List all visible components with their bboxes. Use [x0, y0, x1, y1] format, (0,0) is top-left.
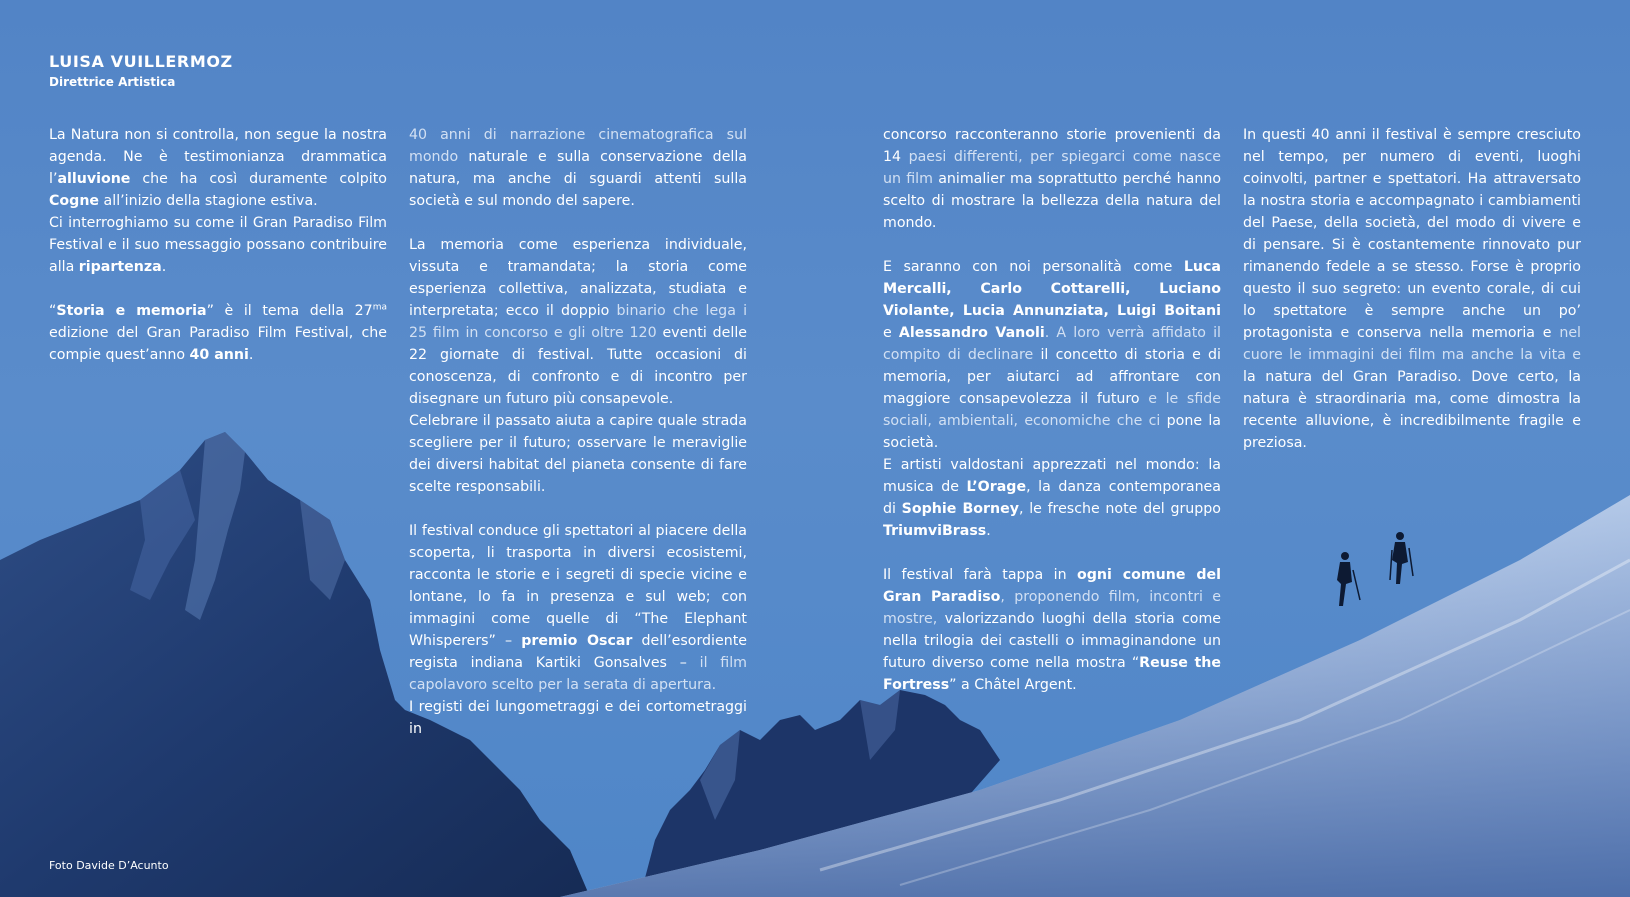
text-run: dell’esordiente regista indiana Kartiki Gonsalves – — [409, 633, 748, 671]
text-column-2 — [409, 124, 747, 740]
skier-silhouettes — [1337, 532, 1413, 606]
paragraph — [883, 124, 1221, 234]
text-column-4 — [1243, 124, 1581, 454]
text-run: il film capolavoro scelto per la serata di apertura. — [409, 655, 748, 693]
paragraph — [409, 520, 747, 696]
text-run: Il festival farà tappa in — [883, 567, 1078, 583]
paragraph — [883, 564, 1221, 696]
text-run: . A loro verrà affidato il compito di declinare — [883, 325, 1222, 363]
text-run: ma — [372, 302, 387, 313]
text-run: all’inizio della stagione estiva. — [99, 193, 318, 209]
text-column-3 — [883, 124, 1221, 696]
text-run: La memoria come esperienza individuale, vissuta e tramandata; la storia come esperienza collettiva, analizzata, studiata e interpretata; ecco il doppio — [409, 237, 747, 319]
text-run: , proponendo film, incontri e mostre, — [883, 589, 1221, 627]
text-run: , le fresche note del gruppo — [1019, 501, 1221, 517]
bold-text: Cogne — [49, 193, 100, 209]
text-run: I registi dei lungometraggi e dei cortometraggi in — [409, 699, 747, 737]
text-run: . — [161, 259, 167, 275]
text-run: 40 anni di narrazione cinematografica sul mondo — [409, 127, 747, 165]
bold-text: alluvione — [57, 171, 131, 187]
bold-text: ogni comune del Gran Paradiso — [883, 567, 1221, 605]
text-run: e le sfide sociali, ambientali, economiche che ci — [883, 391, 1221, 429]
bold-text: 40 anni — [189, 347, 249, 363]
text-run: nel cuore le immagini dei film ma anche la vita e — [1243, 325, 1581, 363]
text-run: “ — [49, 303, 57, 319]
text-run: Il festival conduce gli spettatori al piacere della scoperta, li trasporta in diversi ecosistemi, racconta le storie e i segreti di specie vicine e lontane, lo fa in presenza e sul web; con immagini come quelle di “The Elephant Whisperers” – — [409, 523, 747, 649]
bold-text: Storia e memoria — [56, 303, 207, 319]
text-run: valorizzando luoghi della storia come nella trilogia dei castelli o immaginandone un futuro diverso come nella mostra “ — [883, 611, 1221, 671]
text-run: paesi differenti, per spiegarci come nasce un film — [883, 149, 1221, 187]
bold-text: premio Oscar — [521, 633, 633, 649]
text-run: E artisti valdostani apprezzati nel mondo: la musica de — [883, 457, 1221, 495]
text-run: che ha così duramente colpito — [130, 171, 387, 187]
photo-credit: Foto Davide D’Acunto — [49, 859, 169, 872]
paragraph — [1243, 124, 1581, 454]
bold-text: Alessandro Vanoli — [898, 325, 1045, 341]
text-run: ” è il tema della 27 — [206, 303, 373, 319]
bold-text: Sophie Borney — [901, 501, 1019, 517]
bold-text: TriumviBrass — [883, 523, 987, 539]
paragraph — [49, 300, 387, 366]
text-run: edizione del Gran Paradiso Film Festival, che compie quest’anno — [49, 325, 387, 363]
bold-text: ripartenza — [78, 259, 162, 275]
text-run: naturale e sulla conservazione della natura, ma anche di sguardi attenti sulla società e sul mondo del sapere. — [409, 149, 747, 209]
paragraph — [883, 454, 1221, 542]
text-run: . — [248, 347, 254, 363]
author-block — [49, 52, 233, 89]
paragraph — [409, 696, 747, 740]
author-name: LUISA VUILLERMOZ — [49, 52, 233, 71]
text-run: la natura del Gran Paradiso. Dove certo, la natura è straordinaria ma, come dimostra la recente alluvione, è incredibilmente fragile e preziosa. — [1243, 369, 1581, 451]
text-run: concorso racconteranno storie provenienti da 14 — [883, 127, 1221, 165]
text-run: , la danza contemporanea di — [883, 479, 1221, 517]
text-run: e — [883, 325, 899, 341]
text-run: animalier ma soprattutto perché hanno scelto di mostrare la bellezza della natura del mondo. — [883, 171, 1221, 231]
paragraph — [49, 212, 387, 278]
paragraph — [883, 256, 1221, 454]
text-run: pone la società. — [883, 413, 1221, 451]
paragraph — [409, 124, 747, 212]
text-run: il concetto di storia e di memoria, per aiutarci ad affrontare con maggiore consapevolezza il futuro — [883, 347, 1222, 407]
paragraph — [409, 410, 747, 498]
text-run: eventi delle 22 giornate di festival. Tutte occasioni di conoscenza, di confronto e di incontro per disegnare un futuro più consapevole. — [409, 325, 747, 407]
paragraph — [49, 124, 387, 212]
text-run: binario che lega i 25 film in concorso e gli oltre 120 — [409, 303, 748, 341]
text-run: In questi 40 anni il festival è sempre cresciuto nel tempo, per numero di eventi, luoghi coinvolti, partner e spettatori. Ha attraversato la nostra storia e accompagnato i cambiamenti del Paese, della società, del modo di vivere e di pensare. Si è costantemente rinnovato pur rimanendo fedele a se stesso. Forse è proprio questo il suo segreto: un evento corale, di cui lo spettatore è sempre anche un po’ protagonista e conserva nella memoria e — [1243, 127, 1581, 341]
text-run: ” a Châtel Argent. — [949, 677, 1077, 693]
bold-text: Luca Mercalli, Carlo Cottarelli, Luciano Violante, Lucia Annunziata, Luigi Boitani — [883, 259, 1221, 319]
text-run: Celebrare il passato aiuta a capire quale strada scegliere per il futuro; osservare le meraviglie dei diversi habitat del pianeta consente di fare scelte responsabili. — [409, 413, 747, 495]
text-run: Ci interroghiamo su come il Gran Paradiso Film Festival e il suo messaggio possano contribuire alla — [49, 215, 387, 275]
text-run: E saranno con noi personalità come — [883, 259, 1184, 275]
bold-text: L’Orage — [966, 479, 1027, 495]
text-run: . — [986, 523, 991, 539]
text-run: La Natura non si controlla, non segue la nostra agenda. Ne è testimonianza drammatica l’ — [49, 127, 387, 187]
author-role: Direttrice Artistica — [49, 75, 176, 89]
paragraph — [409, 234, 747, 410]
text-column-1 — [49, 124, 387, 388]
bold-text: Reuse the Fortress — [883, 655, 1221, 693]
